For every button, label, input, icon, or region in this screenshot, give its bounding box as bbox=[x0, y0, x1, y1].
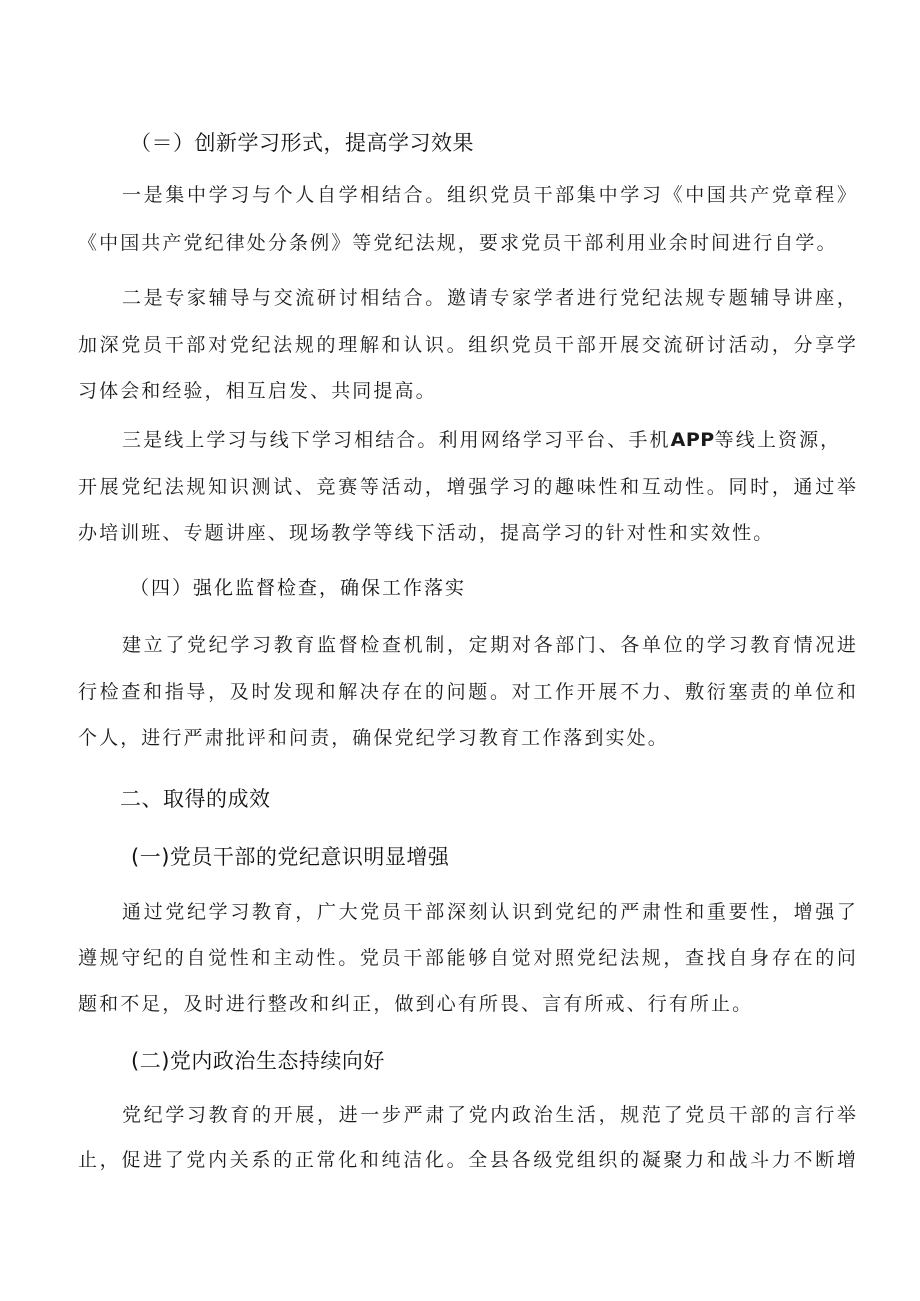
app-term: APP bbox=[670, 429, 715, 451]
paragraph-line: 《中国共产党纪律处分条例》等党纪法规，要求党员干部利用业余时间进行自学。 bbox=[78, 232, 838, 254]
paragraph-text: 等线上资源， bbox=[714, 429, 842, 451]
part-heading-results: 二、取得的成效 bbox=[120, 787, 271, 811]
paragraph-line: 建立了党纪学习教育监督检查机制，定期对各部门、各单位的学习教育情况进 bbox=[122, 634, 858, 656]
paragraph-line: 习体会和经验，相互启发、共同提高。 bbox=[78, 380, 437, 402]
paragraph-line: 行检查和指导，及时发现和解决存在的问题。对工作开展不力、敷衍塞责的单位和 bbox=[78, 681, 858, 703]
subsection-heading-political-ecology: (二)党内政治生态持续向好 bbox=[131, 1049, 385, 1073]
paragraph-text: 三是线上学习与线下学习相结合。利用网络学习平台、手机 bbox=[122, 429, 671, 451]
section-heading-supervision: （四）强化监督检查，确保工作落实 bbox=[130, 577, 467, 599]
section-heading-innovate-learning: （＝）创新学习形式，提高学习效果 bbox=[130, 131, 474, 155]
paragraph-line: 遵规守纪的自觉性和主动性。党员干部能够自觉对照党纪法规，查找自身存在的问 bbox=[78, 947, 858, 969]
paragraph-line: 止，促进了党内关系的正常化和纯洁化。全县各级党组织的凝聚力和战斗力不断增 bbox=[78, 1149, 858, 1171]
paragraph-line: 题和不足，及时进行整改和纠正，做到心有所畏、言有所戒、行有所止。 bbox=[78, 993, 754, 1015]
paragraph-line bbox=[122, 427, 858, 453]
paragraph-line: 个人，进行严肃批评和问责，确保党纪学习教育工作落到实处。 bbox=[78, 727, 669, 749]
paragraph-line: 加深党员干部对党纪法规的理解和认识。组织党员干部开展交流研讨活动，分享学 bbox=[78, 334, 858, 356]
paragraph-line: 办培训班、专题讲座、现场教学等线下活动，提高学习的针对性和实效性。 bbox=[78, 522, 775, 544]
paragraph-line: 通过党纪学习教育，广大党员干部深刻认识到党纪的严肃性和重要性，增强了 bbox=[122, 901, 858, 923]
subsection-heading-discipline-awareness: (一)党员干部的党纪意识明显增强 bbox=[131, 845, 450, 869]
paragraph-line: 开展党纪法规知识测试、竞赛等活动，增强学习的趣味性和互动性。同时，通过举 bbox=[78, 476, 858, 498]
paragraph-line: 党纪学习教育的开展，进一步严肃了党内政治生活，规范了党员干部的言行举 bbox=[122, 1104, 858, 1126]
paragraph-line: 一是集中学习与个人自学相结合。组织党员干部集中学习《中国共产党章程》 bbox=[122, 184, 858, 206]
paragraph-line: 二是专家辅导与交流研讨相结合。邀请专家学者进行党纪法规专题辅导讲座， bbox=[122, 287, 858, 309]
